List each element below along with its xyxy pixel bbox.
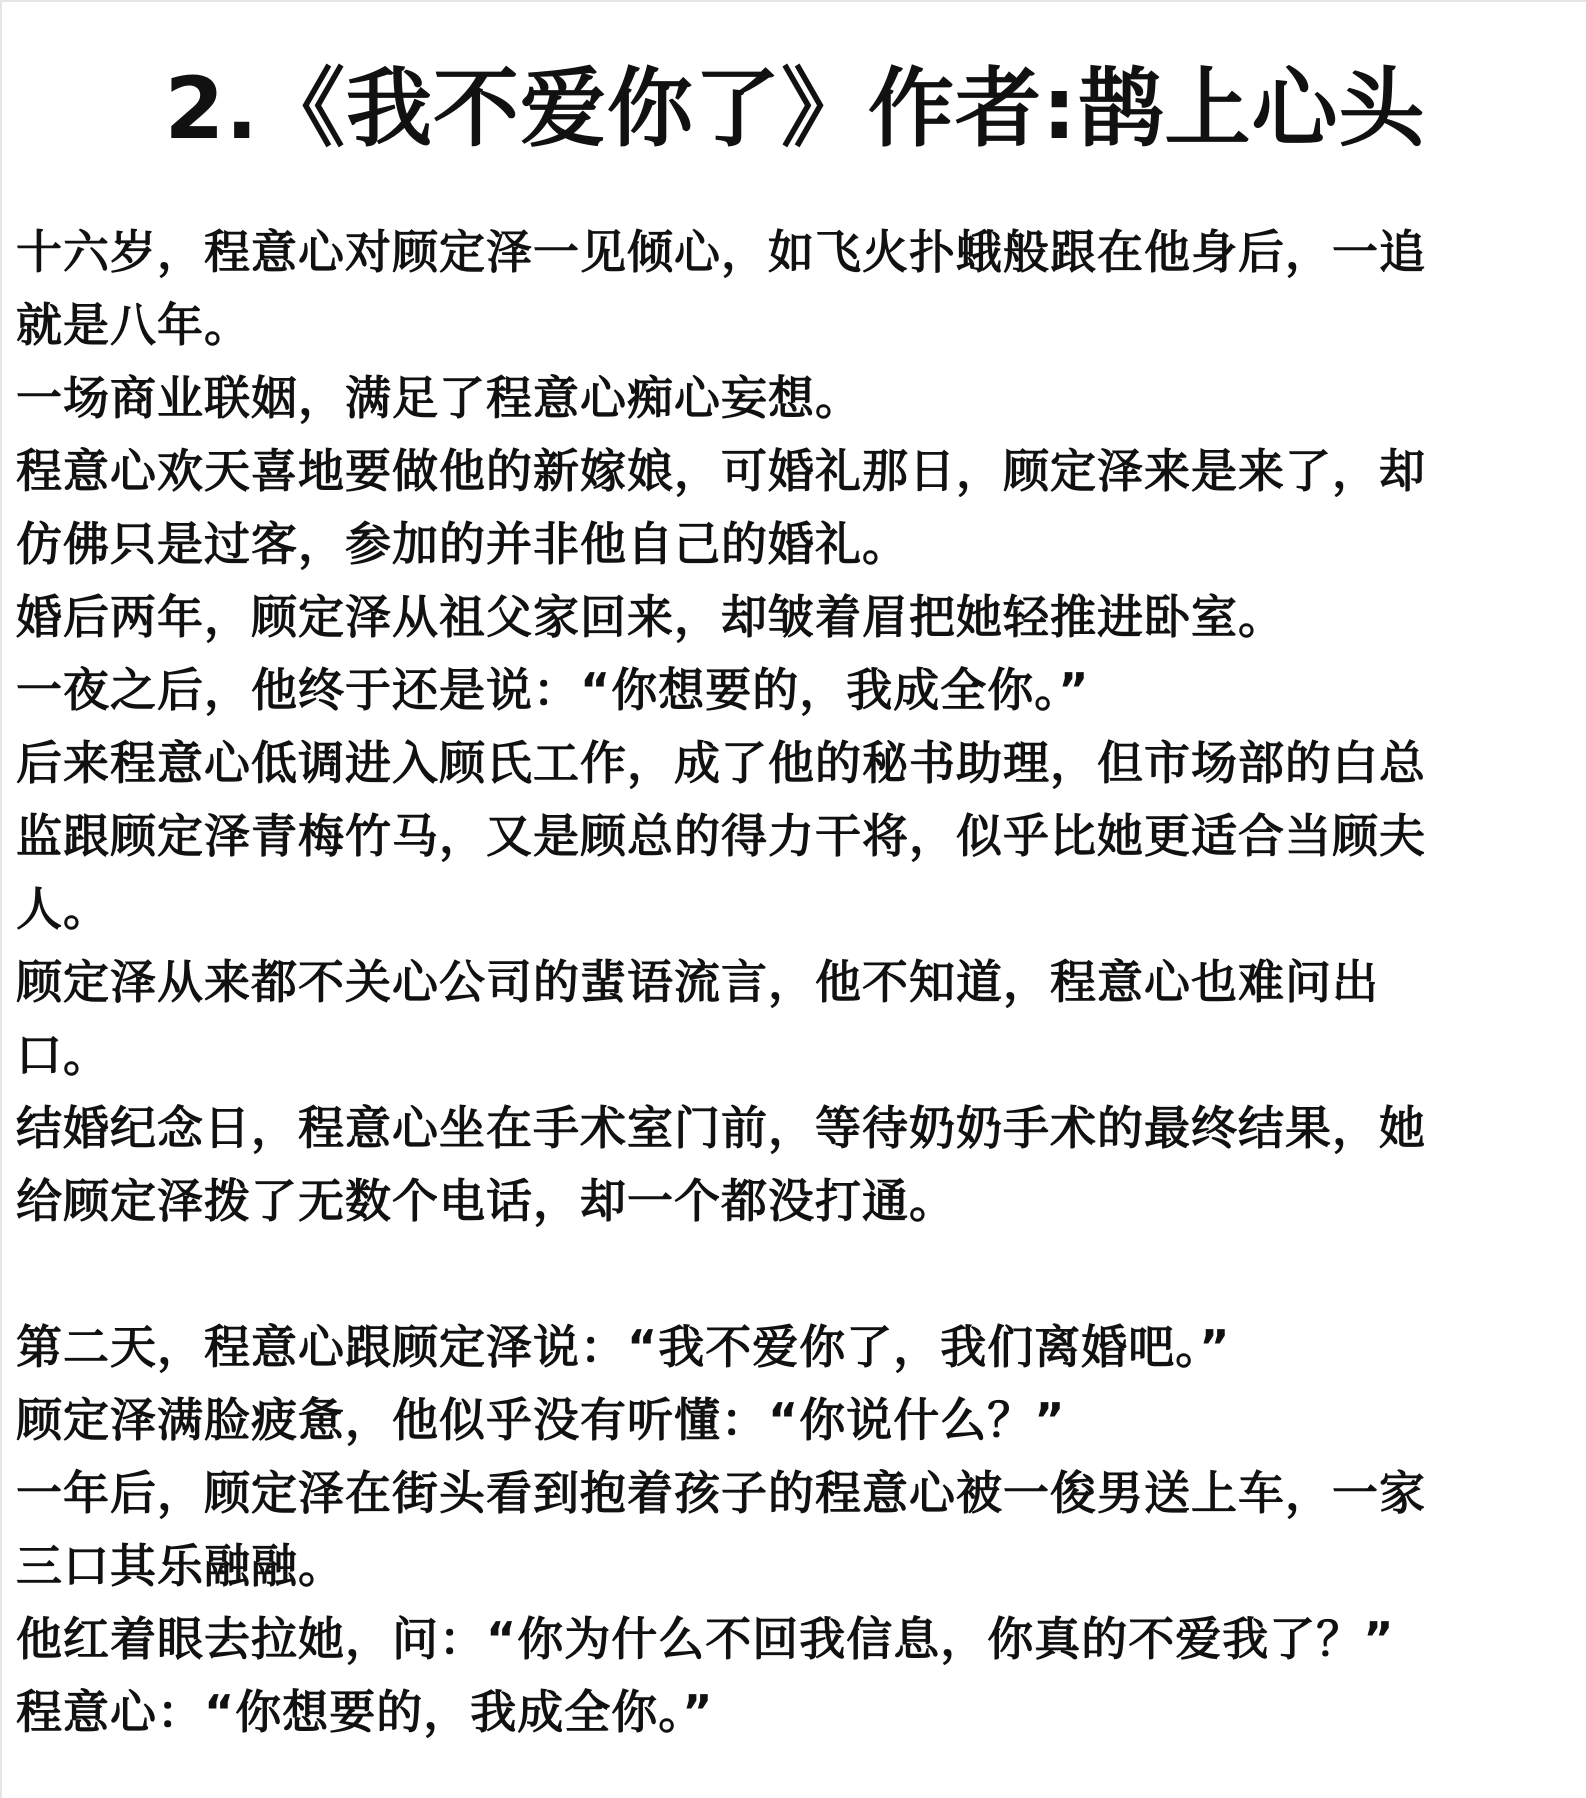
text-line: 给顾定泽拨了无数个电话，却一个都没打通。	[16, 1174, 956, 1228]
text-line: 顾定泽满脸疲惫，他似乎没有听懂：“你说什么？”	[16, 1393, 1066, 1447]
text-line: 婚后两年，顾定泽从祖父家回来，却皱着眉把她轻推进卧室。	[16, 590, 1285, 644]
text-line: 人。	[16, 882, 110, 936]
text-line: 第二天，程意心跟顾定泽说：“我不爱你了，我们离婚吧。”	[16, 1320, 1231, 1374]
text-line: 口。	[16, 1028, 110, 1082]
text-line: 一夜之后，他终于还是说：“你想要的，我成全你。”	[16, 663, 1090, 717]
text-line: 一年后，顾定泽在街头看到抱着孩子的程意心被一俊男送上车，一家	[16, 1466, 1426, 1520]
page-title: 2.《我不爱你了》作者:鹊上心头	[164, 59, 1426, 159]
text-line: 十六岁，程意心对顾定泽一见倾心，如飞火扑蛾般跟在他身后，一追	[16, 225, 1426, 279]
text-line: 他红着眼去拉她，问：“你为什么不回我信息，你真的不爱我了？”	[16, 1612, 1395, 1666]
paragraph-gap	[16, 1238, 1578, 1311]
text-line: 程意心：“你想要的，我成全你。”	[16, 1685, 714, 1739]
text-line: 程意心欢天喜地要做他的新嫁娘，可婚礼那日，顾定泽来是来了，却	[16, 444, 1426, 498]
text-line: 监跟顾定泽青梅竹马，又是顾总的得力干将，似乎比她更适合当顾夫	[16, 809, 1426, 863]
text-line: 仿佛只是过客，参加的并非他自己的婚礼。	[16, 517, 909, 571]
text-line: 一场商业联姻，满足了程意心痴心妄想。	[16, 371, 862, 425]
text-line: 顾定泽从来都不关心公司的蜚语流言，他不知道，程意心也难问出	[16, 955, 1379, 1009]
text-line: 就是八年。	[16, 298, 251, 352]
text-line: 三口其乐融融。	[16, 1539, 345, 1593]
text-line: 结婚纪念日，程意心坐在手术室门前，等待奶奶手术的最终结果，她	[16, 1101, 1426, 1155]
story-synopsis	[16, 216, 1578, 1749]
text-line: 后来程意心低调进入顾氏工作，成了他的秘书助理，但市场部的白总	[16, 736, 1426, 790]
